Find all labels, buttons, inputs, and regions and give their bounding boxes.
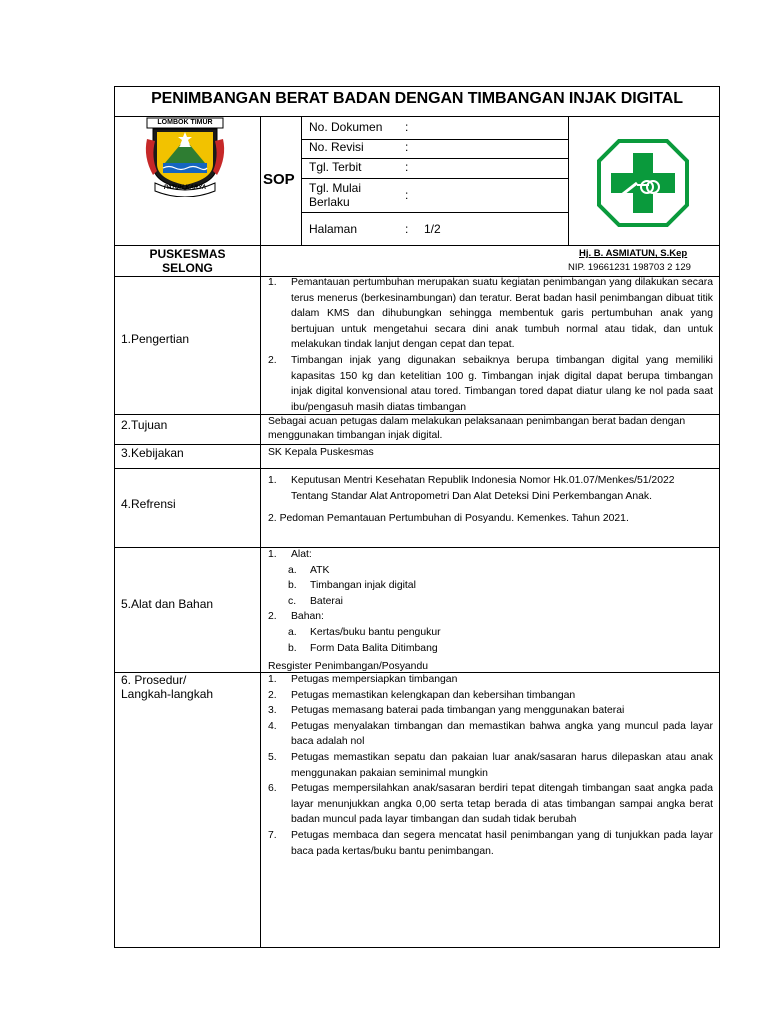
list-item: 1. Alat: a. ATK b. Timbangan injak digital c. Baterai: [268, 547, 713, 609]
alat-list: [268, 547, 713, 656]
list-item: c. Baterai: [288, 595, 343, 607]
divider: [115, 245, 719, 246]
info-sep: :: [405, 188, 409, 202]
lombok-timur-logo: [143, 117, 227, 197]
divider: [115, 468, 719, 469]
list-item: 6. Petugas mempersilahkan anak/sasaran berdiri tepat ditengah timbangan saat angka pada layar menunjukkan angka 0,00 serta tetap berada di atas timbangan sampai angka berat badan muncul pada layar timbangan dan sudah tidak berubah: [268, 783, 713, 826]
divider: [260, 116, 261, 947]
tujuan-text: Sebagai acuan petugas dalam melakukan pelaksanaan penimbangan berat badan dengan menggunakan timbangan injak digital.: [268, 416, 686, 441]
list-item: 3. Petugas memasang baterai pada timbangan yang menggunakan baterai: [268, 705, 625, 717]
section-label-alat: 5.Alat dan Bahan: [121, 597, 214, 611]
list-item: b. Form Data Balita Ditimbang: [288, 642, 438, 654]
divider: [301, 212, 568, 213]
divider: [301, 116, 302, 245]
signer-name: Hj. B. ASMIATUN, S.Kep: [579, 248, 688, 259]
list-item: 4. Petugas menyalakan timbangan dan memastikan bahwa angka yang muncul pada layar baca adalah nol: [268, 720, 713, 748]
info-label-tgl-mulai: Tgl. Mulai Berlaku: [309, 181, 362, 209]
signer-nip: NIP. 19661231 198703 2 129: [568, 262, 691, 273]
logo-banner-top: LOMBOK TIMUR: [157, 119, 213, 126]
info-label-halaman: Halaman: [309, 222, 358, 236]
list-item: 2. Bahan: a. Kertas/buku bantu pengukur b. Form Data Balita Ditimbang: [268, 609, 713, 656]
referensi-list: [268, 473, 713, 527]
info-sep: :: [405, 140, 409, 154]
divider: [301, 178, 568, 179]
alat-sublist: [268, 563, 713, 610]
list-item: 7. Petugas membaca dan segera mencatat hasil penimbangan yang di tunjukkan pada layar baca pada kertas/buku bantu penimbangan.: [268, 829, 713, 857]
info-label-tgl-terbit: Tgl. Terbit: [309, 160, 362, 174]
divider: [115, 444, 719, 445]
sop-label: SOP: [263, 171, 295, 188]
puskesmas-logo: [597, 139, 689, 227]
list-item: 1. Petugas mempersiapkan timbangan: [268, 674, 458, 685]
pengertian-list: [268, 275, 713, 415]
list-item: b. Timbangan injak digital: [288, 580, 416, 592]
section-label-kebijakan: 3.Kebijakan: [121, 446, 184, 460]
list-item: 1. Pemantauan pertumbuhan merupakan suatu kegiatan penimbangan yang dilakukan secara terus menerus (berkesinambungan) dan teratur. Berat badan hasil penimbangan dibuat titik dalam KMS dan dihubungkan sehingga membentuk garis pertumbuhan anak yang bertujuan untuk mengetahui secara dini anak tumbuh normal atau tidak, dan untuk melakukan tindak lanjut dengan cepat dan tepat.: [268, 277, 713, 351]
list-item: 1. Keputusan Mentri Kesehatan Republik Indonesia Nomor Hk.01.07/Menkes/51/2022 Tentang Standar Alat Antropometri Dan Alat Deteksi Dini Perkembangan Anak.: [268, 475, 675, 502]
bahan-sublist: [268, 625, 713, 656]
section-label-referensi: 4.Refrensi: [121, 497, 176, 511]
alat-extra: Resgister Penimbangan/Posyandu: [268, 661, 428, 672]
logo-banner-bottom: PATUH KARYA: [163, 185, 207, 191]
info-sep: :: [405, 222, 409, 236]
list-item: 5. Petugas memastikan sepatu dan pakaian luar anak/sasaran harus dilepaskan atau anak menggunakan pakaian seminimal mungkin: [268, 751, 713, 779]
document-title: PENIMBANGAN BERAT BADAN DENGAN TIMBANGAN INJAK DIGITAL: [151, 90, 683, 107]
info-label-no-revisi: No. Revisi: [309, 140, 364, 154]
org-name: [115, 247, 260, 275]
org-line-2: SELONG: [162, 261, 213, 275]
list-item: 2. Timbangan injak yang digunakan sebaiknya berupa timbangan digital yang memiliki kapasitas 150 kg dan ketelitian 100 g. Timbangan injak digital dapat berupa timbangan injak digital konvensional atau tored. Timbangan tored dapat diatur ulang ke nol pada saat ibu/pengasuh masih diatas timbangan: [268, 354, 713, 413]
divider: [568, 116, 569, 245]
kebijakan-text: SK Kepala Puskesmas: [268, 447, 374, 458]
info-sep: :: [405, 120, 409, 134]
divider: [301, 158, 568, 159]
prosedur-list: [268, 672, 713, 859]
org-line-1: PUSKESMAS: [149, 247, 226, 261]
info-sep: :: [405, 160, 409, 174]
info-value-halaman: 1/2: [424, 222, 441, 236]
info-label-no-dokumen: No. Dokumen: [309, 120, 383, 134]
list-item: 2. Petugas memastikan kelengkapan dan kebersihan timbangan: [268, 689, 576, 701]
section-label-tujuan: 2.Tujuan: [121, 418, 168, 432]
section-label-pengertian: 1.Pengertian: [121, 332, 190, 346]
list-item: a. Kertas/buku bantu pengukur: [288, 626, 441, 638]
list-item: 2. Pedoman Pemantauan Pertumbuhan di Posyandu. Kemenkes. Tahun 2021.: [268, 513, 629, 525]
list-item: a. ATK: [288, 564, 330, 576]
puskesmas-cross-icon: [597, 139, 689, 227]
section-label-prosedur: 6. Prosedur/ Langkah-langkah: [121, 673, 214, 701]
sop-document: [114, 86, 720, 948]
